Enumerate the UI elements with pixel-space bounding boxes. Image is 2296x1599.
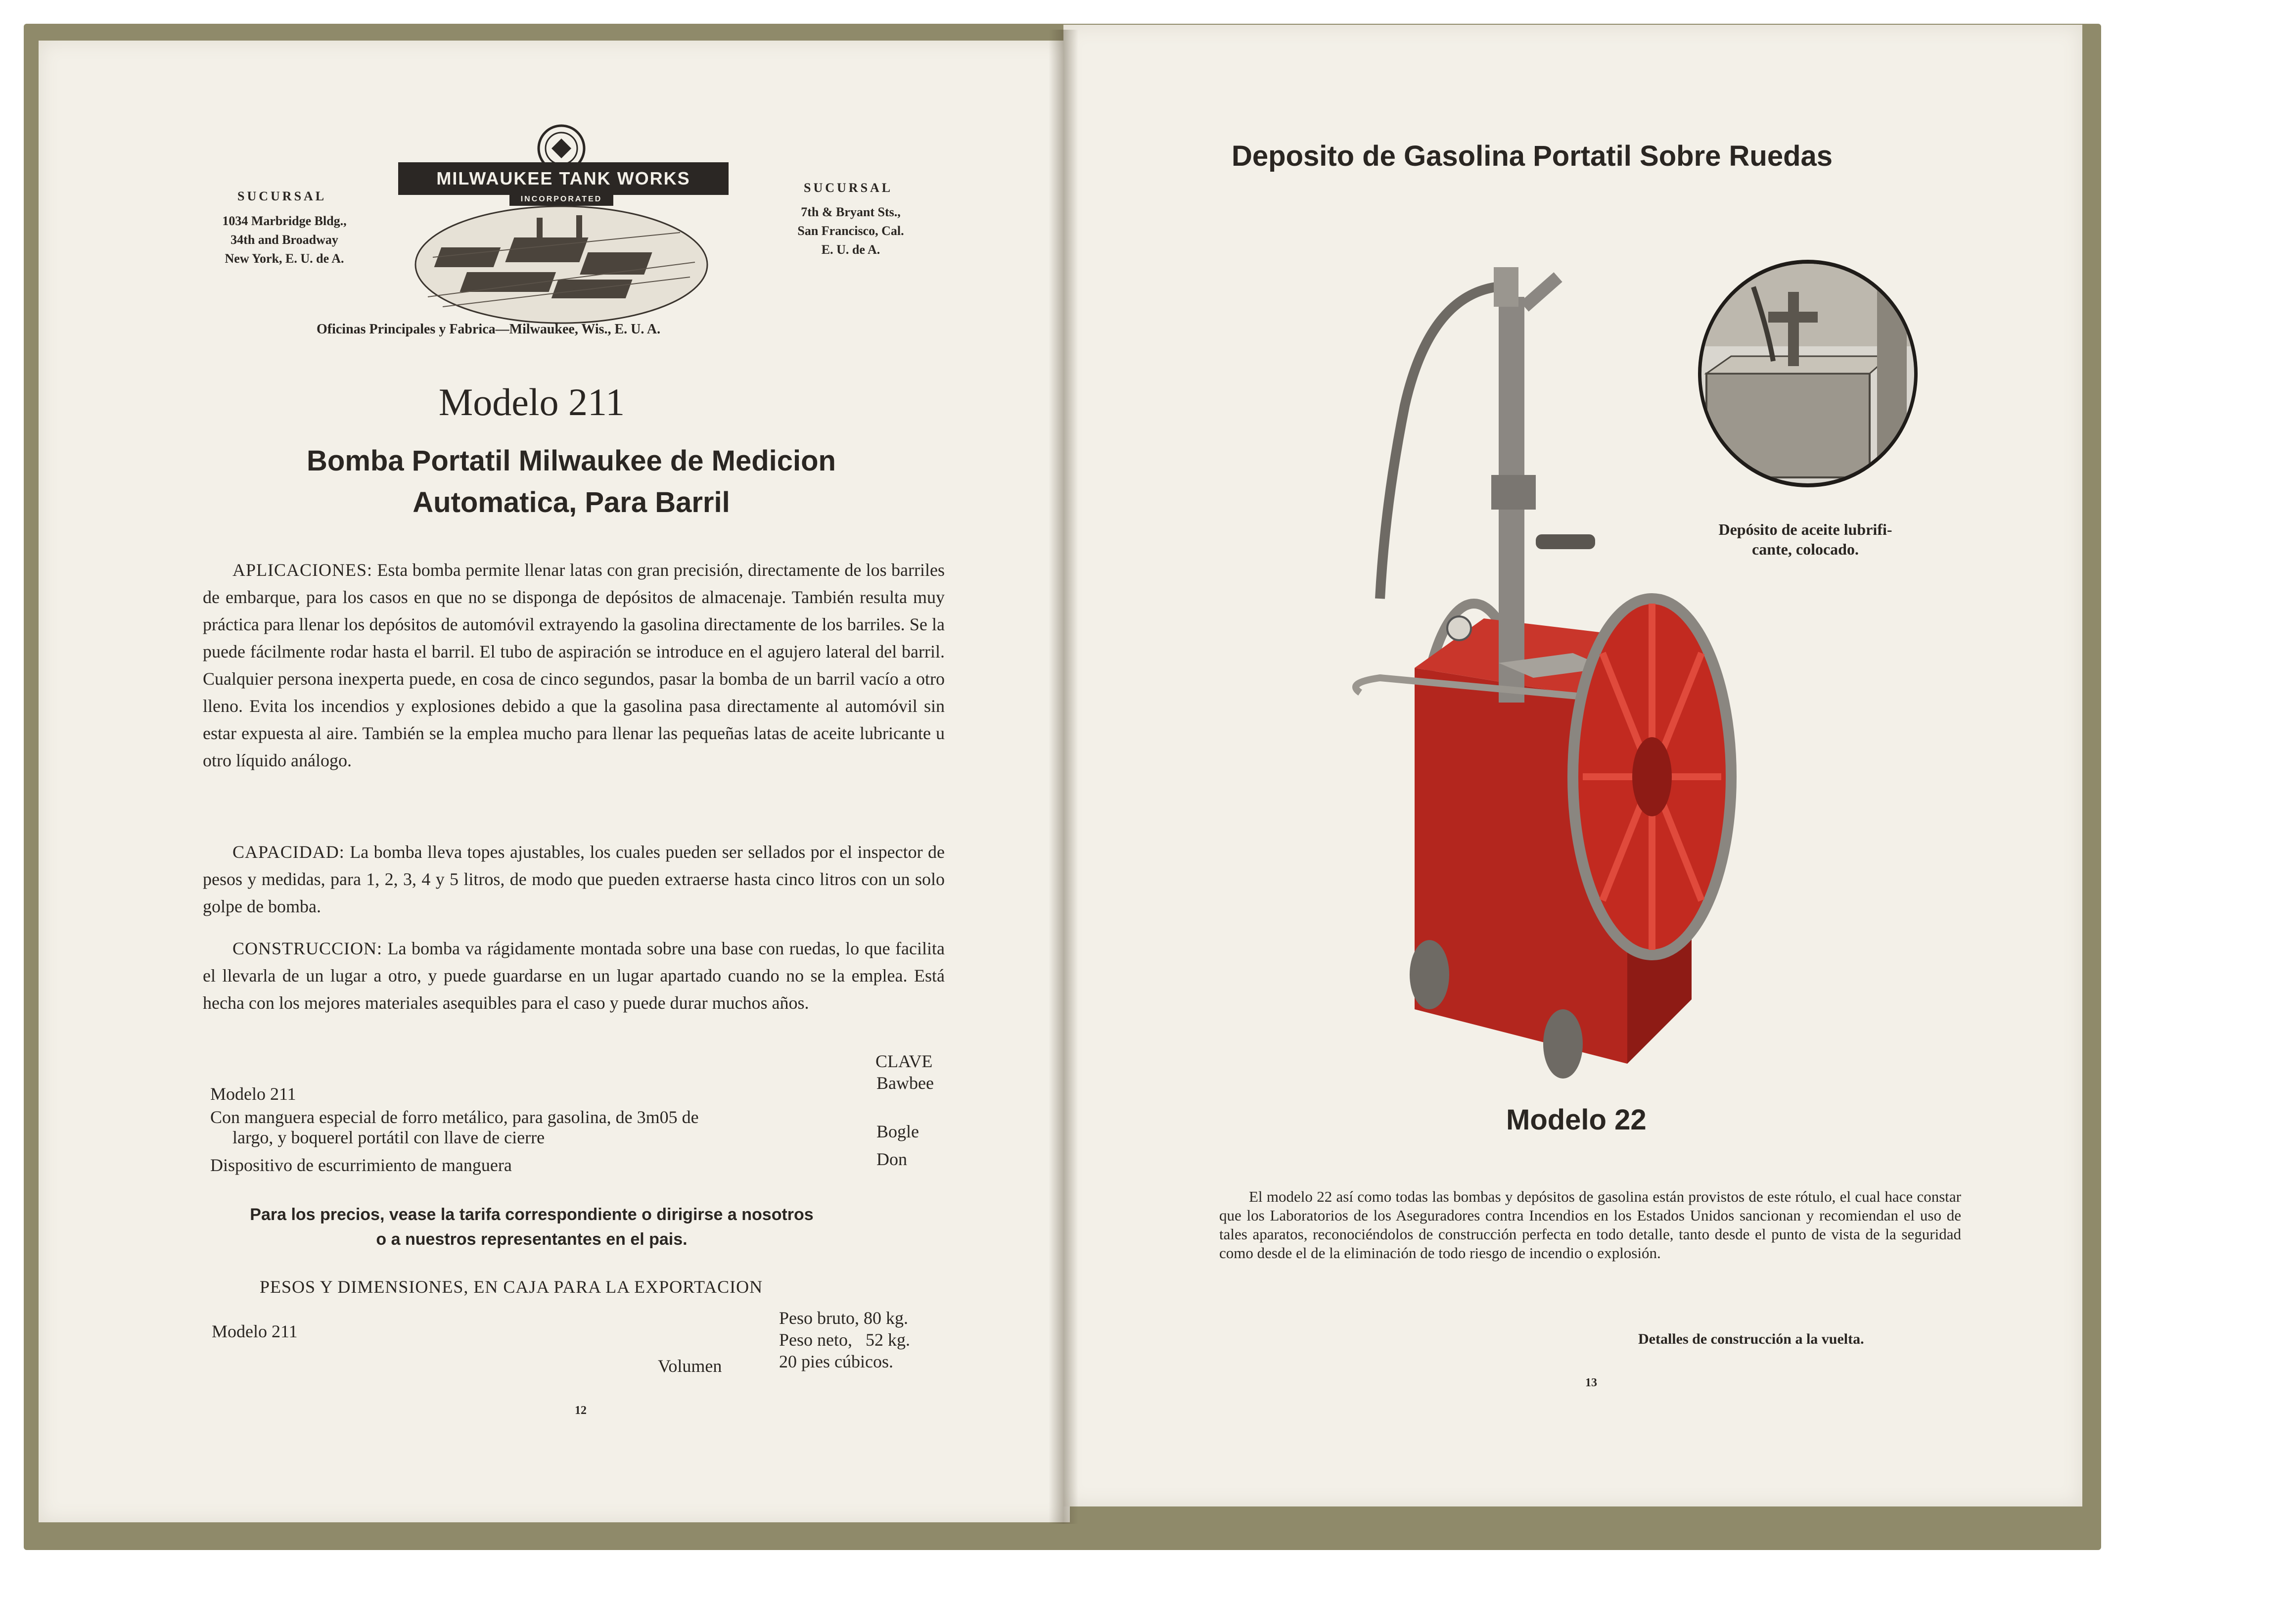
factory-illustration-icon [413, 203, 710, 327]
price-note-line-2: o a nuestros representantes en el pais. [376, 1230, 688, 1249]
paragraph-heading: CONSTRUCCION: [232, 939, 383, 958]
right-page-title: Deposito de Gasolina Portatil Sobre Ruedas [1232, 140, 1833, 172]
paragraph-text: Esta bomba permite llenar latas con gran precisión, directamente de los barriles de embarque, para los casos en que no se disponga de depósitos de almacenaje. También resulta muy práctica para llenar los depósitos de automóvil extrayendo la gasolina directamente de los barriles. Se la puede fácilmente rodar hasta el barril. El tubo de aspiración se introduce en el agujero lateral del barril. Cualquier persona inexperta puede, en cosa de cinco segundos, pasar la bomba de un barril vacío a otro lleno. Evita los incendios y explosiones debido a que la gasolina pasa directamente al automóvil sin estar expuesta al aire. También se la emplea mucho para llenar las pequeñas latas de aceite lubricante u otro líquido análogo. [203, 560, 945, 770]
right-branch-line-1: 7th & Bryant Sts., [801, 205, 901, 219]
paragraph-heading: APLICACIONES: [232, 560, 373, 580]
code-row-label: Con manguera especial de forro metálico, para gasolina, de 3m05 de [210, 1107, 699, 1127]
export-heading: PESOS Y DIMENSIONES, EN CAJA PARA LA EXPORTACION [260, 1277, 763, 1297]
paragraph-construccion [203, 935, 945, 1017]
model-22-title: Modelo 22 [1506, 1104, 1647, 1136]
code-column-header: CLAVE [875, 1051, 933, 1071]
milwaukee-tank-works-logo [393, 124, 730, 327]
price-note [0, 1202, 1063, 1252]
export-model: Modelo 211 [212, 1321, 298, 1341]
export-gross-weight: Peso bruto, 80 kg. [779, 1308, 908, 1328]
paragraph-text: La bomba va rágidamente montada sobre una base con ruedas, lo que facilita el llevarla de un lugar a otro, y puede guardarse en un lugar apartado cuando no se la emplea. Está hecha con los mejores materiales asequibles para el caso y puede durar muchos años. [203, 939, 945, 1013]
left-branch-line-3: New York, E. U. de A. [225, 251, 344, 266]
model-211-subtitle [0, 440, 1143, 523]
right-branch-title: SUCURSAL [804, 181, 893, 195]
left-branch-line-2: 34th and Broadway [230, 233, 338, 247]
right-branch-line-2: San Francisco, Cal. [797, 224, 904, 238]
page-number-left: 12 [575, 1404, 587, 1417]
paragraph-heading: CAPACIDAD: [232, 842, 345, 862]
inset-caption-line-1: Depósito de aceite lubrifi- [1718, 520, 1892, 538]
logo-incorporated: INCORPORATED [509, 193, 613, 206]
right-branch-line-3: E. U. de A. [821, 242, 880, 257]
left-branch-title: SUCURSAL [237, 189, 327, 203]
export-volume: 20 pies cúbicos. [779, 1352, 893, 1371]
paragraph-text: La bomba lleva topes ajustables, los cuales pueden ser sellados por el inspector de pesos y medidas, para 1, 2, 3, 4 y 5 litros, de modo que pueden extraerse hasta cinco litros con un solo golpe de bomba. [203, 842, 945, 916]
details-note: Detalles de construcción a la vuelta. [1638, 1331, 1864, 1347]
model-211-title: Modelo 211 [438, 380, 625, 423]
paragraph-capacidad [203, 839, 945, 920]
left-branch-address [190, 212, 378, 268]
code-row-code: Bawbee [876, 1073, 934, 1093]
page-number-right: 13 [1585, 1376, 1597, 1389]
right-branch-address [757, 203, 945, 259]
export-values [779, 1307, 910, 1372]
export-volume-label: Volumen [658, 1356, 722, 1376]
code-row-label: Dispositivo de escurrimiento de manguera [210, 1155, 512, 1175]
export-net-weight: Peso neto, 52 kg. [779, 1330, 910, 1350]
subtitle-line-1: Bomba Portatil Milwaukee de Medicion [307, 445, 836, 477]
logo-banner [398, 162, 729, 195]
code-row-code: Bogle [876, 1122, 919, 1141]
logo-name: MILWAUKEE TANK WORKS [436, 168, 690, 188]
main-offices-line: Oficinas Principales y Fabrica—Milwaukee, Wis., E. U. A. [317, 322, 661, 337]
code-row-code: Don [876, 1149, 907, 1169]
model-22-description: El modelo 22 así como todas las bombas y depósitos de gasolina están provistos de este rótulo, el cual hace constar que los Laboratorios de los Aseguradores contra Incendios en los Estados Unidos sancionan y recomiendan el uso de tales aparatos, reconociéndolos de construcción perfecta en todo detalle, tanto desde el punto de vista de la seguridad como desde el de la eliminación de todo riesgo de incendio o explosión. [1219, 1188, 1961, 1262]
price-note-line-1: Para los precios, vease la tarifa correspondiente o dirigirse a nosotros [250, 1205, 814, 1224]
book-gutter [1049, 30, 1078, 1524]
code-row-label-continued: largo, y boquerel portátil con llave de cierre [232, 1128, 545, 1147]
left-branch-line-1: 1034 Marbridge Bldg., [222, 214, 347, 228]
inset-caption-line-2: cante, colocado. [1752, 540, 1859, 558]
model-22-pump-illustration [1350, 257, 1820, 1088]
code-row-label: Modelo 211 [210, 1084, 296, 1104]
paragraph-aplicaciones [203, 557, 945, 774]
subtitle-line-2: Automatica, Para Barril [413, 486, 730, 518]
